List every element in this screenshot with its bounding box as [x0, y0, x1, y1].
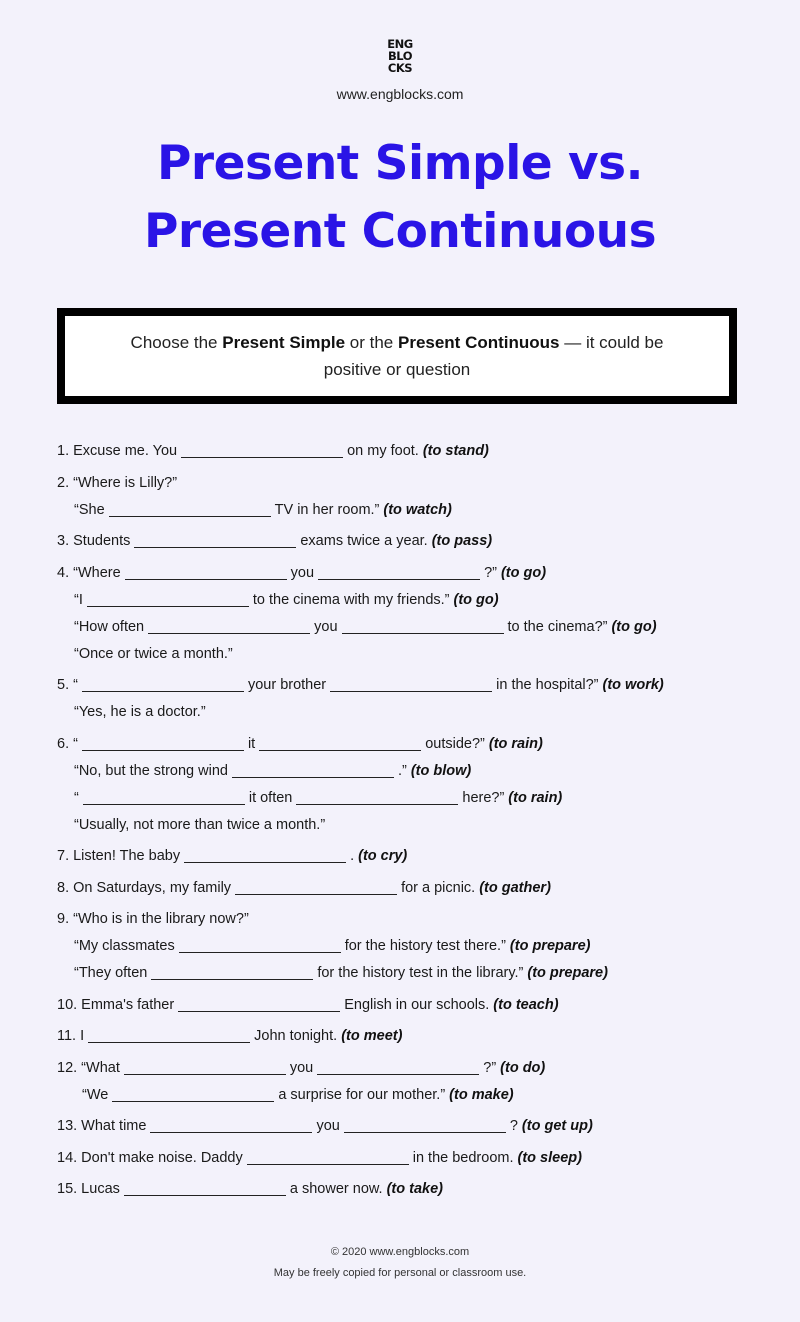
- answer-blank[interactable]: [109, 501, 271, 517]
- answer-blank[interactable]: [82, 676, 244, 692]
- line-text: “Yes, he is a doctor.”: [74, 704, 206, 720]
- line-text: 6. “: [57, 736, 78, 752]
- answer-blank[interactable]: [184, 847, 346, 863]
- title-line-2: Present Continuous: [143, 204, 657, 259]
- line-text: “: [74, 790, 79, 806]
- exercise-line: [57, 909, 249, 929]
- answer-blank[interactable]: [88, 1027, 250, 1043]
- exercise-line: [74, 761, 471, 781]
- site-url[interactable]: www.engblocks.com: [336, 86, 464, 102]
- verb-hint: (to do): [500, 1060, 546, 1076]
- line-text: exams twice a year.: [300, 533, 428, 549]
- instruction-text: [105, 329, 689, 383]
- exercise-line: [74, 936, 590, 956]
- line-text: 3. Students: [57, 533, 131, 549]
- exercise-line: [74, 644, 233, 664]
- answer-blank[interactable]: [181, 442, 343, 458]
- line-text: 14. Don't make noise. Daddy: [57, 1150, 243, 1166]
- verb-hint: (to get up): [521, 1118, 593, 1134]
- line-text: you: [316, 1118, 340, 1134]
- answer-blank[interactable]: [232, 762, 394, 778]
- title-line-1: Present Simple vs.: [156, 136, 644, 191]
- line-text: 8. On Saturdays, my family: [57, 880, 232, 896]
- line-text: 9. “Who is in the library now?”: [57, 911, 249, 927]
- line-text: your brother: [247, 677, 327, 693]
- answer-blank[interactable]: [112, 1086, 274, 1102]
- exercise-line: [74, 590, 499, 610]
- line-text: for a picnic.: [401, 880, 476, 896]
- verb-hint: (to stand): [422, 443, 489, 459]
- answer-blank[interactable]: [87, 591, 249, 607]
- line-text: “My classmates: [74, 938, 175, 954]
- line-text: English in our schools.: [344, 997, 490, 1013]
- verb-hint: (to work): [602, 677, 664, 693]
- line-text: on my foot.: [347, 443, 419, 459]
- answer-blank[interactable]: [83, 789, 245, 805]
- line-text: TV in her room.”: [274, 502, 380, 518]
- exercise-line: [57, 531, 492, 551]
- instruction-box: [57, 308, 737, 404]
- answer-blank[interactable]: [247, 1149, 409, 1165]
- line-text: to the cinema with my friends.”: [252, 592, 450, 608]
- instruction-mid: or the: [345, 333, 398, 352]
- answer-blank[interactable]: [296, 789, 458, 805]
- instruction-bold-present-simple: Present Simple: [222, 333, 346, 352]
- verb-hint: (to cry): [358, 848, 408, 864]
- verb-hint: (to rain): [488, 736, 543, 752]
- logo-line: BLO: [388, 49, 412, 63]
- answer-blank[interactable]: [342, 618, 504, 634]
- line-text: “No, but the strong wind: [74, 763, 228, 779]
- line-text: .”: [397, 763, 407, 779]
- line-text: “They often: [74, 965, 148, 981]
- line-text: you: [290, 565, 315, 581]
- verb-hint: (to take): [386, 1181, 443, 1197]
- answer-blank[interactable]: [124, 1180, 286, 1196]
- line-text: 15. Lucas: [57, 1181, 120, 1197]
- line-text: 4. “Where: [57, 565, 121, 581]
- line-text: you: [314, 619, 338, 635]
- line-text: 11. I: [57, 1028, 85, 1044]
- logo-line: CKS: [387, 61, 413, 75]
- line-text: a surprise for our mother.”: [278, 1087, 446, 1103]
- line-text: .: [350, 848, 355, 864]
- answer-blank[interactable]: [317, 1059, 479, 1075]
- line-text: in the bedroom.: [412, 1150, 514, 1166]
- exercise-line: [57, 1116, 593, 1136]
- instruction-bold-present-continuous: Present Continuous: [397, 333, 560, 352]
- logo-line: ENG: [387, 37, 413, 51]
- exercise-line: [74, 963, 608, 983]
- line-text: a shower now.: [289, 1181, 383, 1197]
- line-text: ?: [509, 1118, 518, 1134]
- exercise-line: [57, 675, 664, 695]
- verb-hint: (to go): [453, 592, 499, 608]
- answer-blank[interactable]: [150, 1117, 312, 1133]
- answer-blank[interactable]: [178, 996, 340, 1012]
- line-text: it: [247, 736, 256, 752]
- line-text: “She: [74, 502, 105, 518]
- line-text: for the history test there.”: [344, 938, 506, 954]
- exercise-line: [74, 500, 452, 520]
- line-text: to the cinema?”: [507, 619, 608, 635]
- line-text: 7. Listen! The baby: [57, 848, 181, 864]
- engblocks-logo: [0, 38, 800, 74]
- line-text: you: [289, 1060, 314, 1076]
- exercise-line: [57, 995, 559, 1015]
- exercise-line: [57, 1179, 443, 1199]
- answer-blank[interactable]: [151, 964, 313, 980]
- instruction-pre: Choose the: [130, 333, 223, 352]
- exercise-line: [57, 734, 543, 754]
- line-text: ?”: [484, 565, 497, 581]
- page-title: [0, 130, 800, 266]
- line-text: 5. “: [57, 677, 78, 693]
- verb-hint: (to go): [611, 619, 657, 635]
- line-text: “How often: [74, 619, 145, 635]
- verb-hint: (to sleep): [517, 1150, 582, 1166]
- line-text: for the history test in the library.”: [317, 965, 524, 981]
- exercise-line: [57, 878, 551, 898]
- exercise-line: [57, 1058, 545, 1078]
- answer-blank[interactable]: [179, 937, 341, 953]
- exercise-line: [74, 815, 325, 835]
- line-text: 12. “What: [57, 1060, 120, 1076]
- line-text: outside?”: [425, 736, 485, 752]
- exercise-line: [57, 846, 407, 866]
- exercise-line: [57, 1026, 402, 1046]
- exercise-line: [74, 617, 657, 637]
- line-text: 10. Emma's father: [57, 997, 175, 1013]
- footer-note: May be freely copied for personal or classroom use.: [273, 1267, 527, 1279]
- verb-hint: (to gather): [479, 880, 551, 896]
- verb-hint: (to prepare): [527, 965, 608, 981]
- line-text: “Once or twice a month.”: [74, 646, 233, 662]
- answer-blank[interactable]: [124, 1059, 286, 1075]
- answer-blank[interactable]: [134, 532, 296, 548]
- exercise-line: [82, 1085, 514, 1105]
- verb-hint: (to blow): [410, 763, 472, 779]
- verb-hint: (to watch): [383, 502, 452, 518]
- line-text: it often: [248, 790, 293, 806]
- answer-blank[interactable]: [125, 564, 287, 580]
- line-text: 2. “Where is Lilly?”: [57, 475, 178, 491]
- answer-blank[interactable]: [148, 618, 310, 634]
- exercise-line: [57, 441, 489, 461]
- exercise-line: [57, 1148, 582, 1168]
- footer-copyright: © 2020 www.engblocks.com: [330, 1246, 470, 1258]
- answer-blank[interactable]: [259, 735, 421, 751]
- line-text: “I: [74, 592, 83, 608]
- verb-hint: (to make): [449, 1087, 514, 1103]
- instruction-post: — it could be positive or question: [323, 333, 664, 379]
- verb-hint: (to teach): [493, 997, 559, 1013]
- verb-hint: (to pass): [431, 533, 493, 549]
- line-text: here?”: [462, 790, 505, 806]
- exercise-line: [57, 563, 546, 583]
- verb-hint: (to go): [500, 565, 547, 581]
- answer-blank[interactable]: [318, 564, 480, 580]
- verb-hint: (to meet): [341, 1028, 403, 1044]
- exercise-line: [57, 473, 177, 493]
- exercise-line: [74, 702, 206, 722]
- verb-hint: (to rain): [508, 790, 563, 806]
- answer-blank[interactable]: [235, 879, 397, 895]
- line-text: ?”: [483, 1060, 497, 1076]
- line-text: 13. What time: [57, 1118, 147, 1134]
- answer-blank[interactable]: [344, 1117, 506, 1133]
- exercise-line: [74, 788, 562, 808]
- line-text: in the hospital?”: [496, 677, 599, 693]
- answer-blank[interactable]: [82, 735, 244, 751]
- answer-blank[interactable]: [330, 676, 492, 692]
- line-text: John tonight.: [254, 1028, 338, 1044]
- line-text: “Usually, not more than twice a month.”: [74, 817, 326, 833]
- verb-hint: (to prepare): [509, 938, 591, 954]
- line-text: “We: [82, 1087, 109, 1103]
- line-text: 1. Excuse me. You: [57, 443, 178, 459]
